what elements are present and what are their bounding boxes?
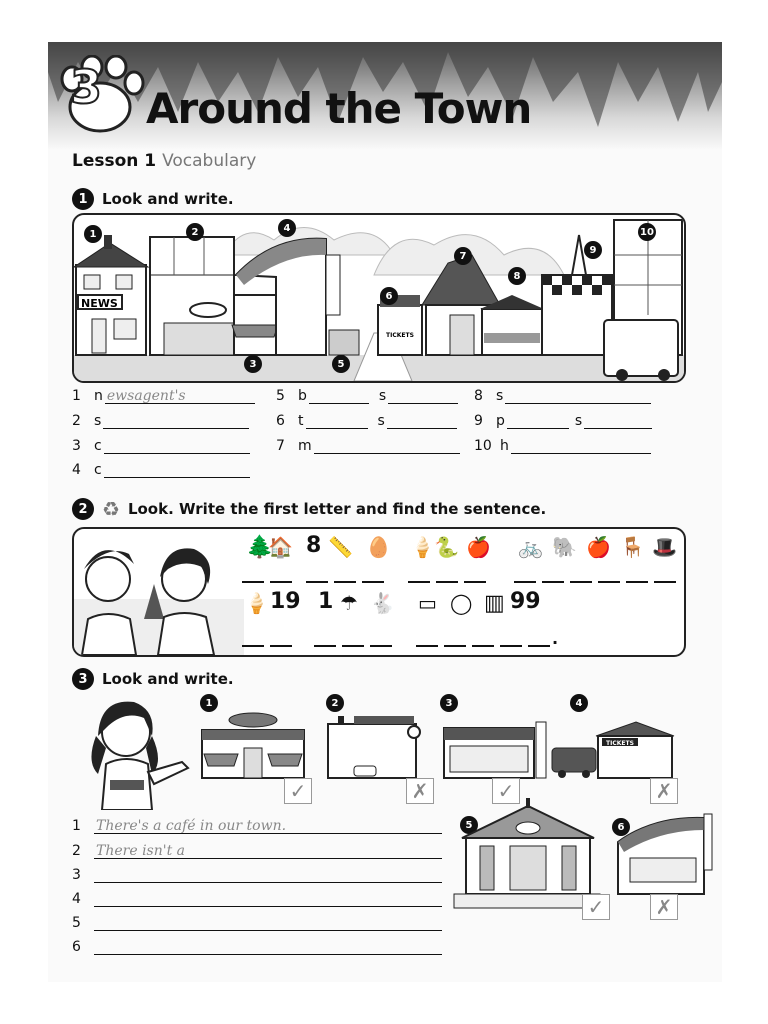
check-mark-3[interactable]: ✓ <box>492 778 520 804</box>
puzzle-number-99: 99 <box>510 589 541 614</box>
ice-cream-icon-2: 🍦 <box>244 591 269 615</box>
answer-line-2[interactable] <box>103 412 249 429</box>
sentence-row-4: 4 <box>72 887 442 907</box>
tickets-sign-scene: TICKETS <box>386 332 414 339</box>
answer-line-3[interactable] <box>104 437 250 454</box>
apple-icon: 🍎 <box>466 535 491 559</box>
tree-icon: 🌲 <box>246 535 274 560</box>
puzzle-number-8: 8 <box>306 533 322 558</box>
cross-mark-2[interactable]: ✗ <box>406 778 434 804</box>
sentence-line-2[interactable] <box>94 840 442 859</box>
answer-row-2: 2 s <box>72 412 249 429</box>
answer-row-8: 8 s <box>474 387 651 404</box>
lesson-sub: Vocabulary <box>162 151 257 171</box>
sentence-row-3: 3 <box>72 863 442 883</box>
kids-illustration <box>74 529 244 655</box>
sentence-1-example: There's a café in our town. <box>96 818 287 834</box>
tickets-sign-picture: TICKETS <box>606 740 634 747</box>
egg-icon: 🥚 <box>366 535 391 559</box>
answer-line-8[interactable] <box>505 387 651 404</box>
answer-line-5a[interactable] <box>309 387 369 404</box>
puzzle-panel <box>72 527 686 657</box>
cross-mark-6[interactable]: ✗ <box>650 894 678 920</box>
answer-line-5b[interactable] <box>388 387 458 404</box>
answer-line-1[interactable] <box>105 387 255 404</box>
picture-number-6: 6 <box>612 818 630 836</box>
sentence-row-2: 2 There isn't a <box>72 839 442 859</box>
news-sign: NEWS <box>81 297 118 310</box>
lesson-label: Lesson 1 <box>72 151 157 171</box>
hat-icon: 🎩 <box>652 535 677 559</box>
answer-line-6a[interactable] <box>306 412 368 429</box>
cross-mark-4[interactable]: ✗ <box>650 778 678 804</box>
picture-number-3: 3 <box>440 694 458 712</box>
sentence-line-6[interactable] <box>94 936 442 955</box>
check-mark-5[interactable]: ✓ <box>582 894 610 920</box>
ruler-icon: 📏 <box>328 535 353 559</box>
window-icon: ▥ <box>484 591 505 616</box>
picture-number-2: 2 <box>326 694 344 712</box>
answer-row-6: 6 t s <box>276 412 457 429</box>
sentence-period: . <box>552 629 559 648</box>
umbrella-icon: ☂ <box>340 591 358 615</box>
lesson-heading <box>72 151 256 171</box>
exercise-1-number: 1 <box>72 188 94 210</box>
elephant-icon: 🐘 <box>552 535 577 559</box>
page-title: Around the Town <box>146 84 532 133</box>
sentence-row-5: 5 <box>72 911 442 931</box>
museum-picture <box>452 798 602 910</box>
answer-row-4: 4 c <box>72 461 250 478</box>
scene-number-7: 7 <box>454 247 472 265</box>
rabbit-icon: 🐇 <box>370 591 395 615</box>
ice-cream-icon: 🍦 <box>410 535 435 559</box>
chair-icon: 🪑 <box>620 535 645 559</box>
scene-number-9: 9 <box>584 241 602 259</box>
exercise-3-number: 3 <box>72 668 94 690</box>
town-scene-panel <box>72 213 686 383</box>
answer-row-1: 1 n ewsagent's <box>72 387 255 404</box>
sentence-row-6: 6 <box>72 935 442 955</box>
answer-row-7: 7 m <box>276 437 460 454</box>
exercise-1-instruction: Look and write. <box>102 190 234 208</box>
sentence-2-example: There isn't a <box>96 843 186 859</box>
sentence-line-1[interactable] <box>94 815 442 834</box>
exercise-3-heading <box>72 668 234 690</box>
answer-row-9: 9 p s <box>474 412 652 429</box>
scene-number-4: 4 <box>278 219 296 237</box>
answer-line-7[interactable] <box>314 437 460 454</box>
answer-line-10[interactable] <box>511 437 651 454</box>
puzzle-number-1: 1 <box>318 589 334 614</box>
girl-illustration <box>78 692 198 810</box>
scene-number-8: 8 <box>508 267 526 285</box>
answer-line-6b[interactable] <box>387 412 457 429</box>
cinema-picture <box>614 812 714 896</box>
scene-number-10: 10 <box>638 223 656 241</box>
puzzle-number-19: 19 <box>270 589 301 614</box>
town-scene-illustration <box>74 215 684 381</box>
orange-icon: ◯ <box>450 591 473 615</box>
exercise-1-heading <box>72 188 234 210</box>
sentence-line-3[interactable] <box>94 864 442 883</box>
answer-row-3: 3 c <box>72 437 250 454</box>
answer-line-4[interactable] <box>104 461 250 478</box>
scene-number-5: 5 <box>332 355 350 373</box>
sentence-line-4[interactable] <box>94 888 442 907</box>
sentence-line-5[interactable] <box>94 912 442 931</box>
answer-1-example: ewsagent's <box>106 388 186 404</box>
exercise-2-instruction: Look. Write the first letter and find the sentence. <box>127 500 547 518</box>
sentence-row-1: 1 There's a café in our town. <box>72 814 442 834</box>
train-station-picture <box>550 712 676 780</box>
answer-line-9b[interactable] <box>584 412 652 429</box>
scene-number-2: 2 <box>186 223 204 241</box>
answer-row-5: 5 b s <box>276 387 458 404</box>
supermarket-picture <box>324 712 424 780</box>
shop-picture <box>440 712 550 780</box>
cafe-picture <box>198 712 308 780</box>
table-icon: ▭ <box>418 591 437 615</box>
scene-number-6: 6 <box>380 287 398 305</box>
scene-number-3: 3 <box>244 355 262 373</box>
answer-line-9a[interactable] <box>507 412 569 429</box>
snake-icon: 🐍 <box>434 535 459 559</box>
answer-row-10: 10 h <box>474 437 651 454</box>
exercise-3-instruction: Look and write. <box>102 670 234 688</box>
exercise-2-number: 2 <box>72 498 94 520</box>
check-mark-1[interactable]: ✓ <box>284 778 312 804</box>
scene-number-1: 1 <box>84 225 102 243</box>
apple-icon-2: 🍎 <box>586 535 611 559</box>
bike-icon: 🚲 <box>518 535 543 559</box>
picture-number-1: 1 <box>200 694 218 712</box>
picture-number-5: 5 <box>460 816 478 834</box>
unit-number: 3 <box>70 60 103 114</box>
recycle-icon: ♻ <box>102 497 120 521</box>
exercise-2-heading <box>72 497 546 521</box>
picture-number-4: 4 <box>570 694 588 712</box>
house-icon: 🏠 <box>268 535 293 559</box>
